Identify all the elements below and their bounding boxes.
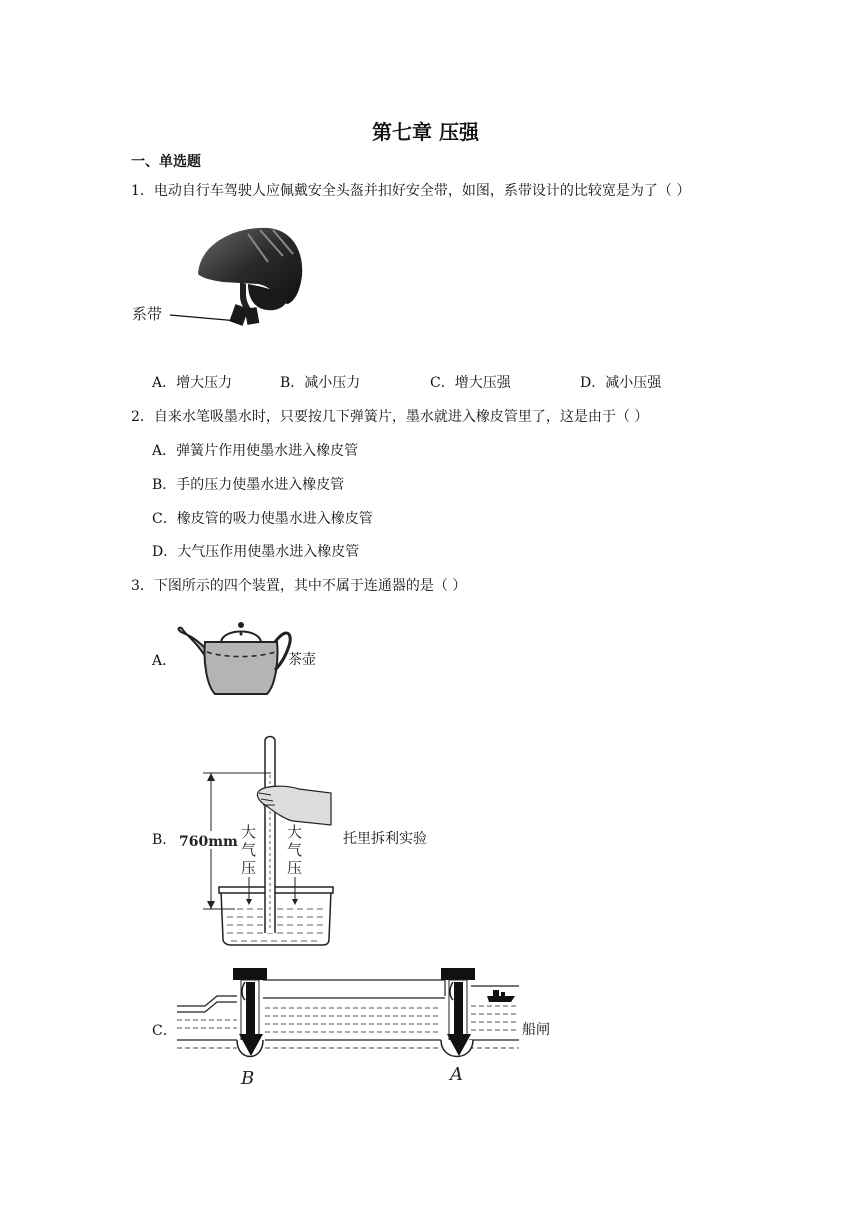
helmet-icon bbox=[128, 222, 328, 342]
svg-text:大: 大 bbox=[287, 823, 303, 841]
ship-lock-caption: 船闸 bbox=[522, 1022, 550, 1038]
ship-lock-diagram-icon bbox=[175, 962, 525, 1088]
question-3-stem: 3．下图所示的四个装置，其中不属于连通器的是（ ） bbox=[131, 578, 467, 594]
teapot-caption: 茶壶 bbox=[288, 652, 316, 668]
q3-option-b-letter: B． bbox=[152, 832, 177, 848]
svg-text:压: 压 bbox=[241, 859, 257, 877]
q1-option-a: A．增大压力 bbox=[152, 375, 233, 391]
torricelli-caption: 托里拆利实验 bbox=[343, 831, 427, 847]
question-2-stem: 2．自来水笔吸墨水时，只要按几下弹簧片，墨水就进入橡皮管里了，这是由于（ ） bbox=[131, 409, 649, 425]
q2-option-b: B．手的压力使墨水进入橡皮管 bbox=[152, 477, 345, 493]
q3-option-a-letter: A． bbox=[152, 653, 177, 669]
torricelli-diagram-icon bbox=[175, 733, 335, 953]
question-1-stem: 1．电动自行车驾驶人应佩戴安全头盔并扣好安全带，如图，系带设计的比较宽是为了（ ） bbox=[131, 183, 691, 199]
height-760mm-label: 760mm bbox=[179, 834, 238, 850]
helmet-figure bbox=[128, 222, 328, 342]
q2-option-a: A．弹簧片作用使墨水进入橡皮管 bbox=[152, 443, 359, 459]
svg-text:气: 气 bbox=[241, 841, 257, 859]
gate-a-label: A bbox=[450, 1064, 463, 1085]
svg-text:压: 压 bbox=[287, 859, 303, 877]
teapot-figure bbox=[175, 612, 293, 700]
q1-option-c: C．增大压强 bbox=[430, 375, 511, 391]
gate-b-label: B bbox=[241, 1068, 255, 1088]
q1-option-b: B．减小压力 bbox=[280, 375, 361, 391]
section-heading: 一、单选题 bbox=[131, 154, 201, 170]
helmet-strap-label: 系带 bbox=[132, 305, 163, 323]
svg-text:大: 大 bbox=[241, 823, 257, 841]
svg-text:气: 气 bbox=[287, 841, 303, 859]
q1-option-d: D．减小压强 bbox=[580, 375, 662, 391]
teapot-icon bbox=[175, 612, 293, 700]
q3-option-c-letter: C． bbox=[152, 1023, 177, 1039]
q2-option-c: C．橡皮管的吸力使墨水进入橡皮管 bbox=[152, 511, 373, 527]
page-title: 第七章 压强 bbox=[372, 120, 479, 144]
q2-option-d: D．大气压作用使墨水进入橡皮管 bbox=[152, 544, 360, 560]
torricelli-figure bbox=[175, 733, 335, 953]
ship-lock-figure bbox=[175, 962, 525, 1088]
